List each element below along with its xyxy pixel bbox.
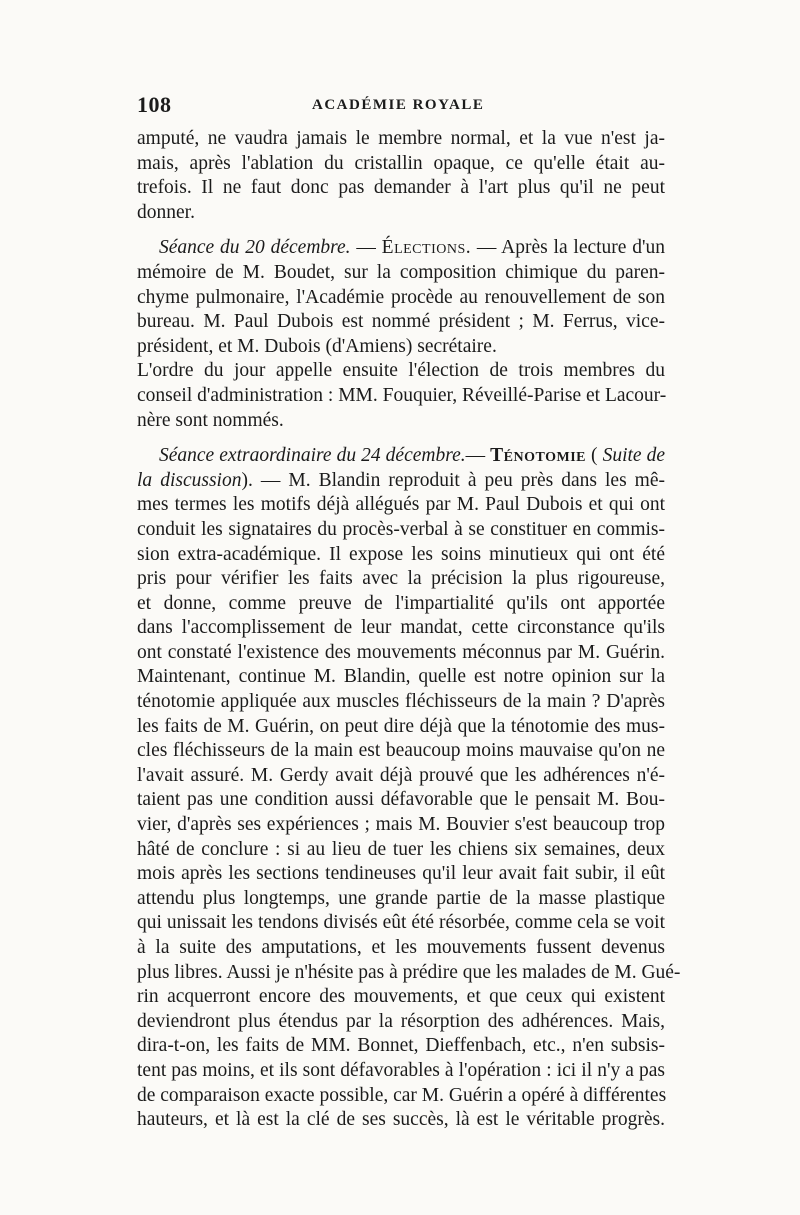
text-line: taient pas une condition aussi défavorable que le pensait M. Bou- [137,789,665,811]
text-line: président, et M. Dubois (d'Amiens) secrétaire. [137,335,497,357]
section-heading-elections: Élections. [381,237,472,259]
text-line: les faits de M. Guérin, on peut dire déjà que la ténotomie des mus- [137,715,665,737]
text-line: L'ordre du jour appelle ensuite l'élection de trois membres du [137,360,665,382]
text-line: ont constaté l'existence des mouvements méconnus par M. Guérin. [137,641,665,663]
line-text: ). — M. Blandin reproduit à peu près dans les mê- [241,469,665,491]
text-line: conseil d'administration : MM. Fouquier, Réveillé-Parise et Lacour- [137,384,667,406]
text-line: de comparaison exacte possible, car M. Guérin a opéré à différentes [137,1084,667,1106]
separator: — [471,237,502,259]
text-line: hauteurs, et là est la clé de ses succès, là est le véritable progrès. [137,1109,665,1131]
running-title: ACADÉMIE ROYALE [312,97,485,113]
text-line: tent pas moins, et ils sont défavorables à l'opération : ici il n'y a pas [137,1059,665,1081]
text-line: mois après les sections tendineuses qu'il leur avait fait subir, il eût [137,863,665,885]
session-date: Séance extraordinaire du 24 décembre. [159,445,466,467]
subheading: Suite de [602,445,665,467]
paragraph-3 [137,359,665,433]
text-line: Maintenant, continue M. Blandin, quelle est notre opinion sur la [137,666,665,688]
text-line: vier, d'après ses expériences ; mais M. Bouvier s'est beaucoup trop [137,814,665,836]
text-line: nère sont nommés. [137,409,284,431]
separator: — [350,237,382,259]
text-line: ténotomie appliquée aux muscles fléchisseurs de la main ? D'après [137,691,665,713]
text-line: mais, après l'ablation du cristallin opaque, ce qu'elle était au- [137,152,665,174]
text-line: cles fléchisseurs de la main est beaucoup moins mauvaise qu'on ne [137,740,665,762]
text-line [137,469,665,494]
text-line [137,236,665,261]
page-number: 108 [137,92,172,117]
text-line: pris pour vérifier les faits avec la précision la plus rigoureuse, [137,568,665,590]
text-line: trefois. Il ne faut donc pas demander à l'art plus qu'il ne peut [137,177,665,199]
text-line: attendu plus longtemps, une grande partie de la masse plastique [137,887,665,909]
text-line: et donne, comme preuve de l'impartialité qu'ils ont apportée [137,592,665,614]
text-line: rin acquerront encore des mouvements, et que ceux qui existent [137,986,665,1008]
text-line: donner. [137,201,195,223]
text-line: conduit les signataires du procès-verbal à se constituer en commis- [137,518,665,540]
text-line: sion extra-académique. Il expose les soins minutieux qui ont été [137,543,665,565]
paragraph-session-24-december [137,444,681,1133]
paragraph-1 [137,127,665,225]
section-heading-tenotomie: Ténotomie [490,445,586,467]
open-paren: ( [585,445,603,467]
line-text: Après la lecture d'un [501,237,666,259]
text-line: l'avait assuré. M. Gerdy avait déjà prouvé que les adhérences n'é- [137,764,665,786]
text-line: dans l'accomplissement de leur mandat, cette circonstance qu'ils [137,617,665,639]
paragraph-session-20-december [137,236,665,359]
text-line: à la suite des amputations, et les mouvements fussent devenus [137,937,665,958]
text-line: mes termes les motifs déjà allégués par M. Paul Dubois et qui ont [137,494,665,516]
text-line: mémoire de M. Boudet, sur la composition chimique du paren- [137,261,665,283]
text-line: amputé, ne vaudra jamais le membre normal, et la vue n'est ja- [137,128,665,149]
text-line: bureau. M. Paul Dubois est nommé président ; M. Ferrus, vice- [137,311,665,333]
session-date: Séance du 20 décembre. [159,237,351,259]
text-line: dira-t-on, les faits de MM. Bonnet, Dieffenbach, etc., n'en subsis- [137,1035,665,1057]
page-header [137,92,665,122]
separator: — [465,445,491,467]
subheading-continued: la discussion [137,469,242,491]
text-line: hâté de conclure : si au lieu de tuer les chiens six semaines, deux [137,838,665,860]
text-line: deviendront plus étendus par la résorption des adhérences. Mais, [137,1010,665,1032]
text-line: chyme pulmonaire, l'Académie procède au renouvellement de son [137,286,665,308]
text-line: plus libres. Aussi je n'hésite pas à prédire que les malades de M. Gué- [137,961,681,983]
text-line: qui unissait les tendons divisés eût été résorbée, comme cela se voit [137,912,665,934]
text-line [137,444,665,469]
body-text [137,127,681,1133]
